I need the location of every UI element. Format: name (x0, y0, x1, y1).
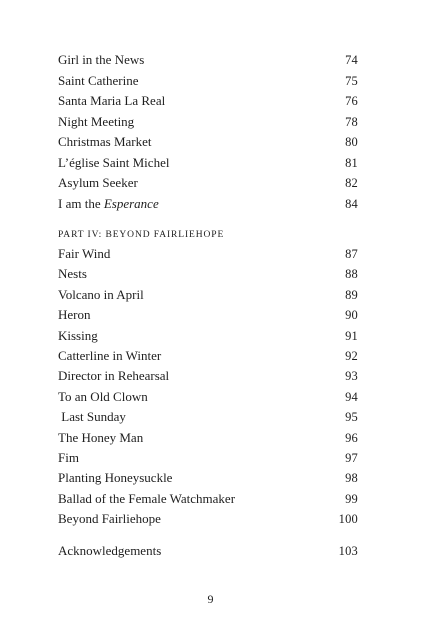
toc-entry-title: Nests (58, 266, 87, 282)
toc-entry (58, 305, 358, 325)
toc-entry (58, 194, 358, 214)
toc-entry-title: Santa Maria La Real (58, 93, 166, 108)
toc-entry-page: 88 (345, 267, 358, 282)
toc-entry-page: 82 (345, 176, 358, 190)
toc-entry-title: Asylum Seeker (58, 175, 138, 190)
page-folio: 9 (207, 592, 214, 606)
toc-entry-page: 103 (338, 544, 358, 558)
toc-entry-title: Fim (58, 450, 79, 465)
toc-entry (58, 428, 358, 448)
toc-entry-title-italic: Esperance (103, 195, 159, 211)
toc-entry (58, 509, 358, 529)
toc-entry (58, 285, 358, 305)
toc-entry-page: 81 (345, 155, 358, 170)
toc-entry-page: 75 (345, 73, 358, 88)
toc-entry (58, 346, 358, 366)
section-heading: PART IV: BEYOND FAIRLIEHOPE (58, 230, 225, 240)
toc-entry-page: 74 (345, 53, 358, 67)
toc-entry (58, 71, 358, 91)
toc-entry (58, 153, 358, 173)
toc-entry (58, 326, 358, 346)
toc-entry-title: Ballad of the Female Watchmaker (58, 490, 236, 506)
toc-entry-title: Volcano in April (58, 286, 144, 302)
toc-entry-page: 80 (345, 135, 358, 149)
toc-entry-page: 95 (345, 410, 358, 425)
toc-entry (58, 173, 358, 193)
toc-entry-title: Beyond Fairliehope (58, 511, 161, 527)
toc-entry-title: The Honey Man (58, 429, 144, 445)
toc-entry (58, 448, 358, 468)
toc-entry (58, 387, 358, 407)
toc-entry-title: Night Meeting (58, 113, 135, 129)
toc-entry-page: 93 (345, 369, 358, 384)
toc-entry-title: Girl in the News (58, 52, 145, 67)
toc-entry-title: Saint Catherine (58, 72, 139, 88)
toc-entry-title: To an Old Clown (58, 388, 148, 404)
toc-entry (58, 91, 358, 111)
toc-entry (58, 407, 358, 427)
toc-entry-title: Catterline in Winter (58, 348, 162, 363)
toc-entry (58, 468, 358, 488)
toc-entry-title: Planting Honeysuckle (58, 470, 173, 486)
toc-entry-page: 76 (345, 94, 358, 108)
toc-entry-page: 78 (345, 114, 358, 129)
toc-entry-page: 84 (345, 196, 358, 211)
toc-entry-page: 99 (345, 491, 358, 506)
toc-entry-page: 94 (345, 389, 358, 404)
toc-entry-page: 87 (345, 247, 358, 261)
toc-entry-title: Acknowledgements (58, 543, 162, 558)
toc-entry-page: 97 (345, 451, 358, 465)
toc-entry-title: Christmas Market (58, 134, 152, 149)
toc-entry-page: 91 (345, 328, 358, 343)
toc-entry-page: 100 (338, 512, 358, 527)
toc-entry (58, 366, 358, 386)
toc-entry (58, 112, 358, 132)
toc-entry-title-prefix: I am the (58, 195, 104, 211)
toc-entry-title: Fair Wind (58, 246, 111, 261)
toc-entry (58, 264, 358, 284)
toc-entry-page: 90 (345, 308, 358, 323)
toc-entry (58, 489, 358, 509)
toc-entry-page: 89 (345, 287, 358, 302)
toc-entry (58, 132, 358, 152)
toc-entry-page: 98 (345, 471, 358, 486)
toc-entry-acknowledgements (58, 541, 358, 561)
toc-entry-title: L’église Saint Michel (58, 154, 170, 170)
toc-entry-page: 96 (345, 430, 358, 445)
toc-entry-page: 92 (345, 349, 358, 363)
toc-entry-title: Director in Rehearsal (58, 368, 170, 384)
toc-entry (58, 244, 358, 264)
toc-entry-title (58, 194, 159, 214)
toc-entry-title: Heron (58, 307, 91, 323)
toc-entry (58, 50, 358, 70)
toc-entry-title: Kissing (58, 327, 98, 343)
toc-entry-title: Last Sunday (58, 409, 126, 425)
